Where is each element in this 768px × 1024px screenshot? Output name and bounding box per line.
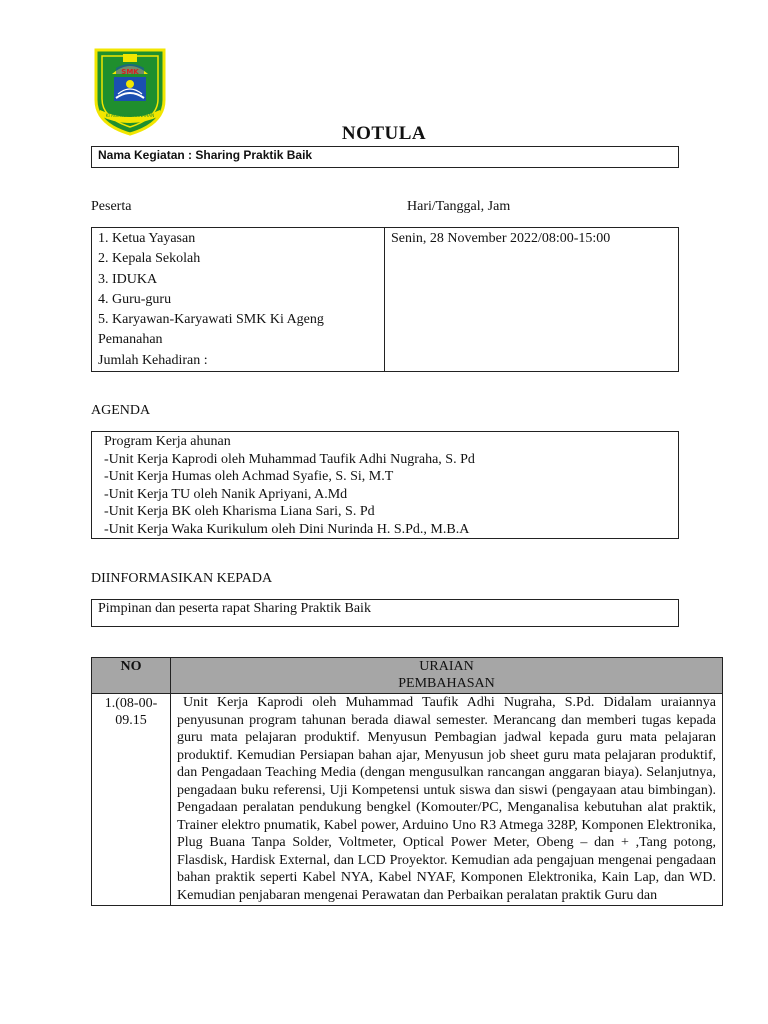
peserta-item: 2. Kepala Sekolah bbox=[98, 251, 201, 267]
peserta-item: 5. Karyawan-Karyawati SMK Ki Ageng bbox=[98, 312, 324, 328]
row-uraian bbox=[171, 694, 723, 906]
row-no-line1: 1.(08-00- bbox=[104, 696, 158, 711]
info-label: DIINFORMASIKAN KEPADA bbox=[91, 571, 273, 586]
uraian-table bbox=[91, 657, 723, 906]
uraian-table-wrap bbox=[91, 657, 723, 928]
hari-tanggal-label: Hari/Tanggal, Jam bbox=[407, 199, 511, 214]
agenda-item: -Unit Kerja Kaprodi oleh Muhammad Taufik Adhi Nugraha, S. Pd bbox=[104, 451, 475, 467]
header-uraian-line2: PEMBAHASAN bbox=[398, 676, 495, 691]
peserta-label: Peserta bbox=[91, 199, 132, 214]
peserta-table bbox=[91, 227, 679, 372]
peserta-item: Pemanahan bbox=[98, 332, 163, 348]
info-box: Pimpinan dan peserta rapat Sharing Praktik Baik bbox=[91, 599, 679, 627]
agenda-label: AGENDA bbox=[91, 403, 151, 418]
peserta-item: 3. IDUKA bbox=[98, 271, 158, 287]
table-header-row bbox=[92, 658, 723, 694]
table-row bbox=[92, 694, 723, 906]
agenda-item: -Unit Kerja TU oleh Nanik Apriyani, A.Md bbox=[104, 486, 348, 502]
agenda-item: -Unit Kerja Humas oleh Achmad Syafie, S. Si, M.T bbox=[104, 469, 394, 485]
peserta-item: 4. Guru-guru bbox=[98, 291, 172, 307]
page-title: NOTULA bbox=[341, 123, 427, 144]
row-no bbox=[92, 694, 171, 906]
tanggal-cell bbox=[385, 228, 678, 371]
header-no: NO bbox=[92, 658, 171, 694]
header-uraian bbox=[171, 658, 723, 694]
agenda-box bbox=[91, 431, 679, 539]
logo-top-text: SMK bbox=[121, 68, 139, 76]
tanggal-value: Senin, 28 November 2022/08:00-15:00 bbox=[391, 231, 611, 246]
row-uraian-text: Unit Kerja Kaprodi oleh Muhammad Taufik Adhi Nugraha, S.Pd. Didalam uraiannya penyusunan program tahunan berada diawal semester. Merancang dan memberi tugas kepada guru mata pelajaran produktif. Menyusun Pembagian jadwal kepada guru mata pelajaran produktif. Kemudian Persiapan bahan ajar, Menyusun job sheet guru mata pelajaran produktif, dan Pengadaan Teaching Media (dengan mengusulkan rancangan anggaran biaya). Selanjutnya, pengadaan buku referensi, Uji Kompetensi untuk siswa dan siswi (pengayaan atau bimbingan). Pengadaan peralatan pendukung bengkel (Komouter/PC, Menganalisa kebutuhan alat praktik, Trainer elektro pnumatik, Kabel power, Arduino Uno R3 Atmega 328P, Komponen Elektronika, Plug Buana Tanpa Solder, Voltmeter, Optical Power Meter, Obeng – dan + ,Tang potong, Flasdisk, Hardisk External, dan LCD Proyektor. Kemudian ada pengajuan mengenai pengadaan bahan praktik seperti Kabel NYA, Kabel NYAF, Komponen Elektronika, Kain Lap, dan WD. Kemudian penjabaran mengenai Perawatan dan Perbaikan peralatan praktik Guru dan bbox=[177, 695, 716, 904]
header-uraian-line1: URAIAN bbox=[419, 659, 474, 674]
agenda-item: -Unit Kerja Waka Kurikulum oleh Dini Nurinda H. S.Pd., M.B.A bbox=[104, 521, 470, 537]
peserta-item: 1. Ketua Yayasan bbox=[98, 231, 196, 246]
agenda-item: Program Kerja ahunan bbox=[104, 434, 231, 449]
logo-ribbon-text: KI AGENG PEMANAHAN bbox=[105, 113, 155, 118]
peserta-list bbox=[92, 228, 385, 371]
row-no-line2: 09.15 bbox=[115, 713, 147, 728]
agenda-item: -Unit Kerja BK oleh Kharisma Liana Sari, S. Pd bbox=[104, 504, 375, 520]
jumlah-kehadiran: Jumlah Kehadiran : bbox=[98, 352, 208, 368]
kegiatan-box: Nama Kegiatan : Sharing Praktik Baik bbox=[91, 146, 679, 168]
